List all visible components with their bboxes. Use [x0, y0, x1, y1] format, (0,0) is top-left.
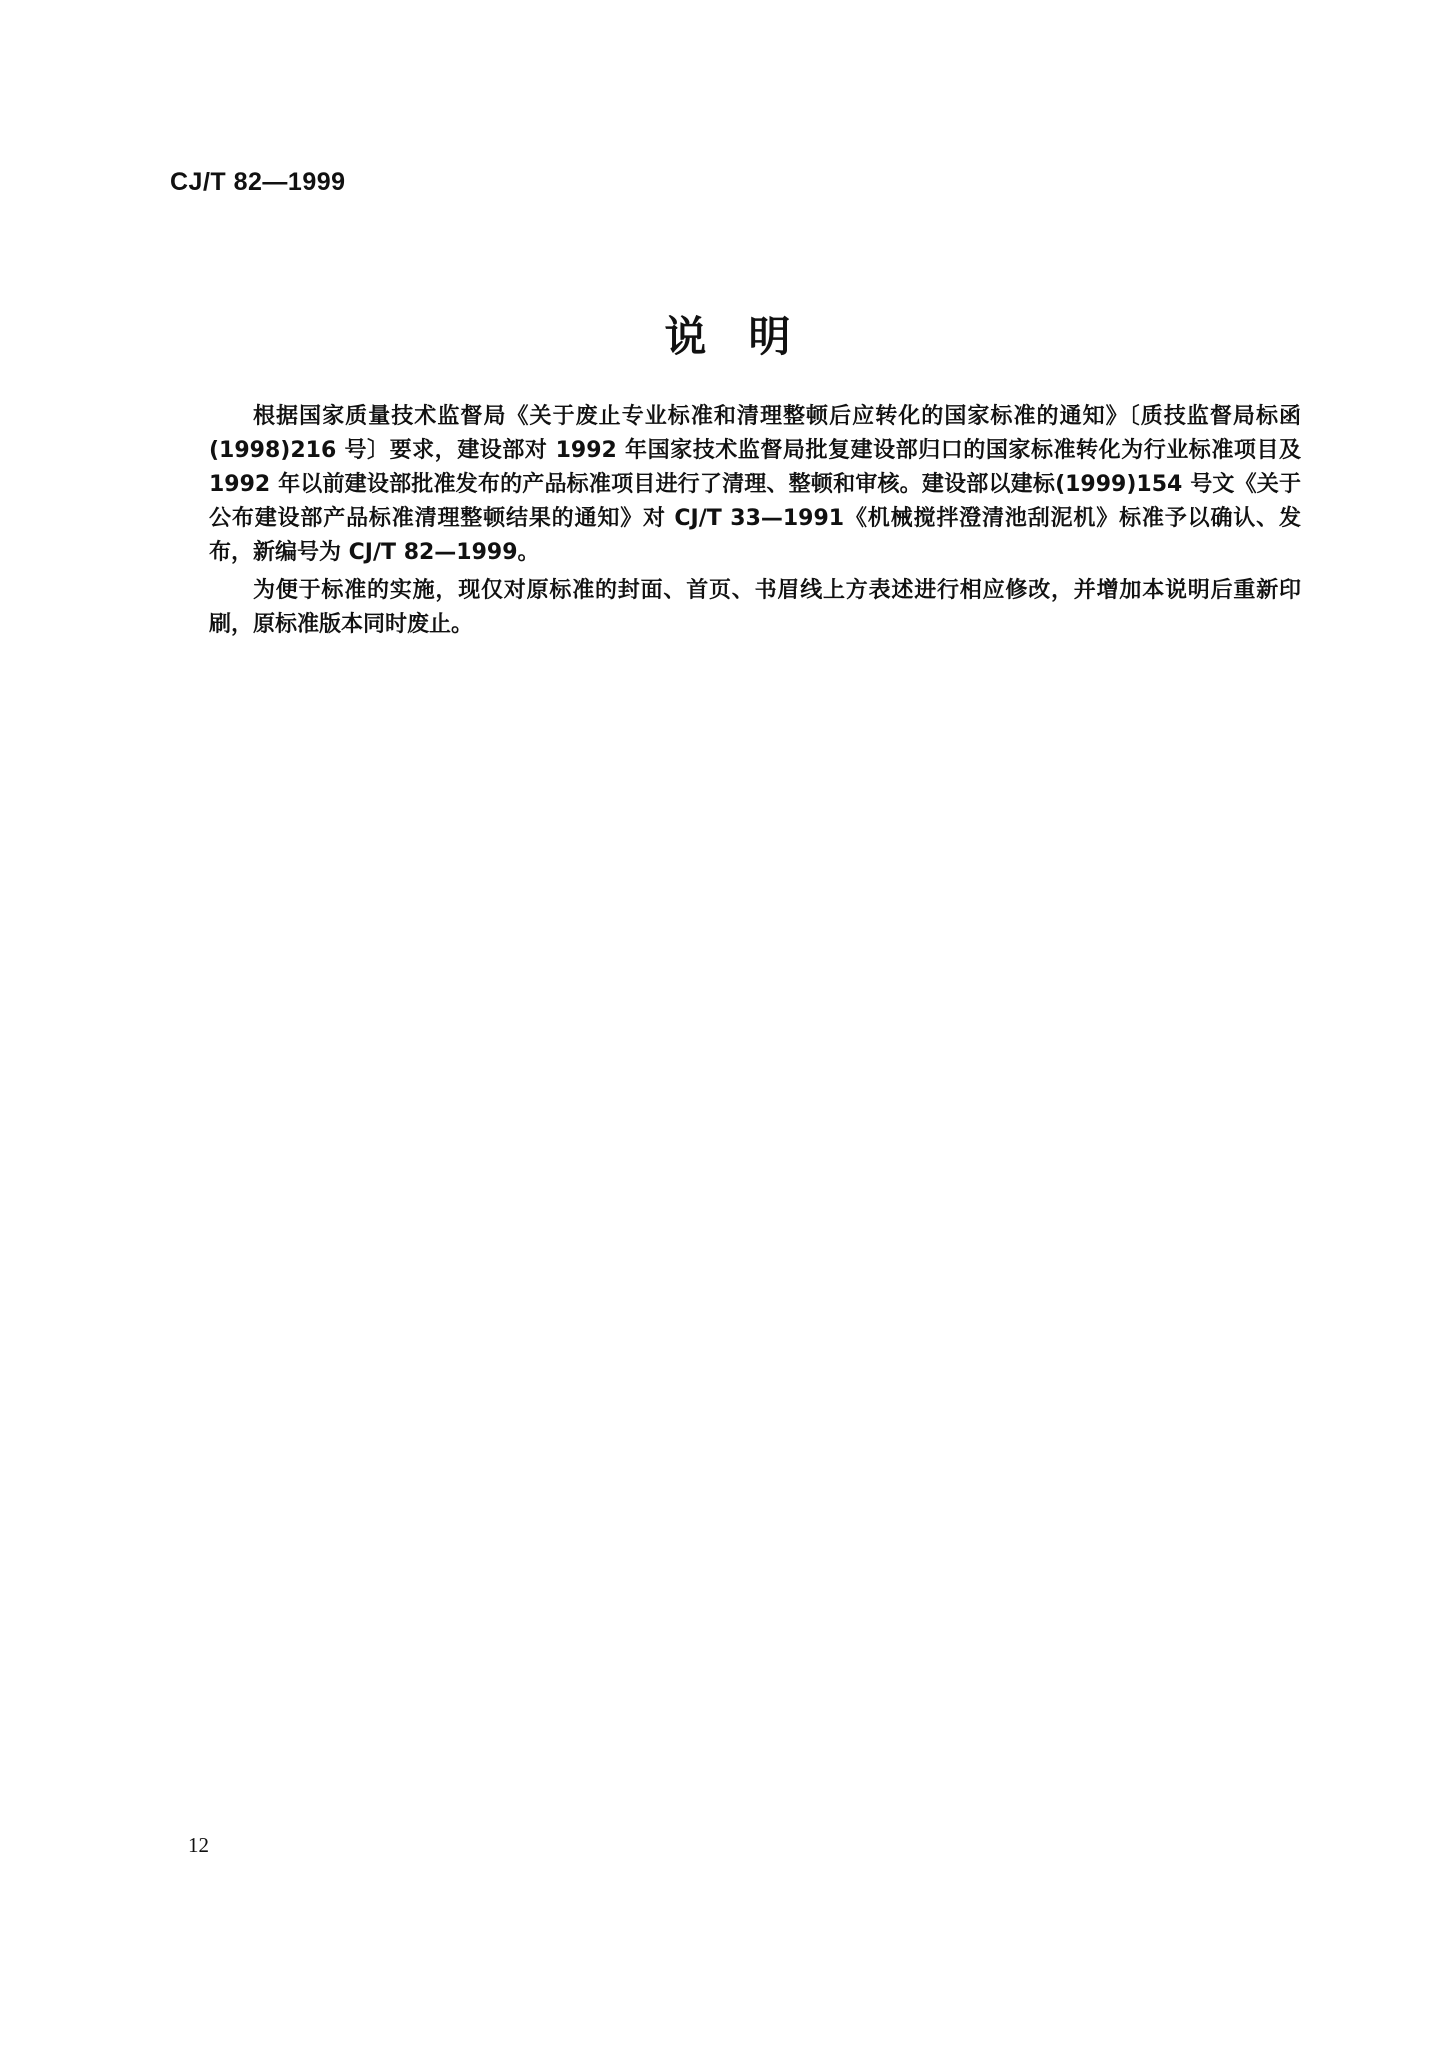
- paragraph-1: 根据国家质量技术监督局《关于废止专业标准和清理整顿后应转化的国家标准的通知》〔质技监督局标函(1998)216 号〕要求，建设部对 1992 年国家技术监督局批复建设部归口的国家标准转化为行业标准项目及 1992 年以前建设部批准发布的产品标准项目进行了清理、整顿和审核。建设部以建标(1999)154 号文《关于公布建设部产品标准清理整顿结果的通知》对 CJ/T 33—1991《机械搅拌澄清池刮泥机》标准予以确认、发布，新编号为 CJ/T 82—1999。: [209, 404, 1301, 565]
- page-title: 说 明: [664, 312, 791, 361]
- paragraph-2: 为便于标准的实施，现仅对原标准的封面、首页、书眉线上方表述进行相应修改，并增加本说明后重新印刷，原标准版本同时废止。: [209, 578, 1301, 637]
- explanation-body: [209, 400, 1301, 646]
- standard-number: CJ/T 82—1999: [170, 168, 346, 196]
- page-number: 12: [188, 1833, 209, 1857]
